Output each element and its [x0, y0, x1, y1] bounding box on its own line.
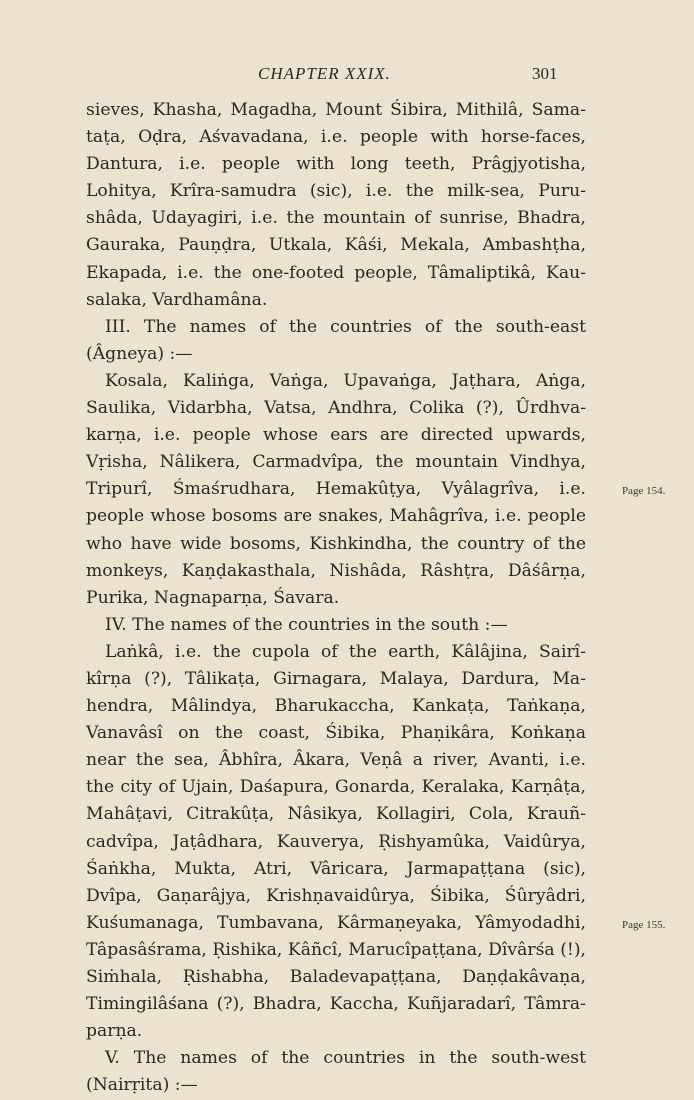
- text-line: cadvîpa, Jaṭâdhara, Kauverya, Ṛishyamûka, Vaidûrya,: [86, 831, 586, 852]
- margin-note-page-154: Page 154.: [622, 485, 666, 498]
- text-line: Siṁhala, Ṛishabha, Baladevapaṭṭana, Daṇḍakâvaṇa,: [86, 967, 586, 987]
- text-line: Tâpasâśrama, Ṛishika, Kâñcî, Marucîpaṭṭana, Dîvârśa (!),: [86, 939, 586, 960]
- text-line: Mahâṭavi, Citrakûṭa, Nâsikya, Kollagiri, Cola, Krauñ-: [86, 804, 586, 825]
- text-line: hendra, Mâlindya, Bharukaccha, Kankaṭa, Taṅkaṇa,: [86, 696, 586, 717]
- section-heading-line: V. The names of the countries in the south-west: [105, 1048, 586, 1069]
- text-line: sieves, Khasha, Magadha, Mount Śibira, Mithilâ, Sama-: [86, 100, 586, 120]
- text-line: Dantura, i.e. people with long teeth, Prâgjyotisha,: [86, 154, 586, 175]
- page-header: [0, 64, 694, 88]
- text-line: people whose bosoms are snakes, Mahâgrîva, i.e. people: [86, 506, 586, 527]
- text-line: Śaṅkha, Mukta, Atri, Vâricara, Jarmapaṭṭana (sic),: [86, 858, 586, 879]
- text-line: near the sea, Âbhîra, Âkara, Veṇâ a river, Avanti, i.e.: [86, 750, 586, 771]
- body-text: [86, 97, 666, 1099]
- text-line: who have wide bosoms, Kishkindha, the country of the: [86, 533, 586, 554]
- text-line: Vṛisha, Nâlikera, Carmadvîpa, the mountain Vindhya,: [86, 452, 586, 473]
- text-line: Kosala, Kaliṅga, Vaṅga, Upavaṅga, Jaṭhara, Aṅga,: [105, 370, 586, 391]
- text-line: Laṅkâ, i.e. the cupola of the earth, Kâlâjina, Sairî-: [105, 641, 586, 662]
- running-head: CHAPTER XXIX.: [258, 64, 391, 83]
- text-line: taṭa, Oḍra, Aśvavadana, i.e. people with horse-faces,: [86, 127, 586, 148]
- text-line: kîrṇa (?), Tâlikaṭa, Girnagara, Malaya, Dardura, Ma-: [86, 668, 586, 689]
- text-line: the city of Ujain, Daśapura, Gonarda, Keralaka, Karṇâṭa,: [86, 777, 586, 798]
- text-line: Saulika, Vidarbha, Vatsa, Andhra, Colika (?), Ûrdhva-: [86, 398, 586, 419]
- text-line: Vanavâsî on the coast, Śibika, Phaṇikâra, Koṅkaṇa: [86, 723, 586, 744]
- text-line: monkeys, Kaṇḍakasthala, Nishâda, Râshṭra, Dâśârṇa,: [86, 560, 586, 581]
- section-heading-line: IV. The names of the countries in the south :—: [105, 614, 508, 635]
- text-line: Lohitya, Krîra-samudra (sic), i.e. the milk-sea, Puru-: [86, 181, 586, 202]
- text-line: salaka, Vardhamâna.: [86, 289, 268, 310]
- text-line-content: Tripurî, Śmaśrudhara, Hemakûṭya, Vyâlagrîva, i.e.: [86, 479, 586, 500]
- margin-note-page-155: Page 155.: [622, 918, 666, 931]
- text-line: Gauraka, Pauṇḍra, Utkala, Kâśi, Mekala, Ambashṭha,: [86, 235, 586, 256]
- text-line: [86, 910, 666, 937]
- page-number: 301: [532, 64, 558, 83]
- text-line: (Nairṛita) :—: [86, 1075, 198, 1096]
- text-line: shâda, Udayagiri, i.e. the mountain of sunrise, Bhadra,: [86, 208, 586, 229]
- text-line-content: Kuśumanaga, Tumbavana, Kârmaṇeyaka, Yâmyodadhi,: [86, 912, 586, 933]
- text-line: Purika, Nagnaparṇa, Śavara.: [86, 587, 340, 608]
- section-heading-line: III. The names of the countries of the south-east: [105, 316, 586, 337]
- text-line: [86, 476, 666, 503]
- text-line: Dvîpa, Gaṇarâjya, Krishṇavaidûrya, Śibika, Śûryâdri,: [86, 885, 586, 906]
- text-line: Timingilâśana (?), Bhadra, Kaccha, Kuñjaradarî, Tâmra-: [86, 994, 586, 1015]
- text-line: (Âgneya) :—: [86, 343, 193, 364]
- text-line: parṇa.: [86, 1021, 143, 1042]
- text-line: karṇa, i.e. people whose ears are directed upwards,: [86, 425, 586, 446]
- text-line: Ekapada, i.e. the one-footed people, Tâmaliptikâ, Kau-: [86, 262, 586, 283]
